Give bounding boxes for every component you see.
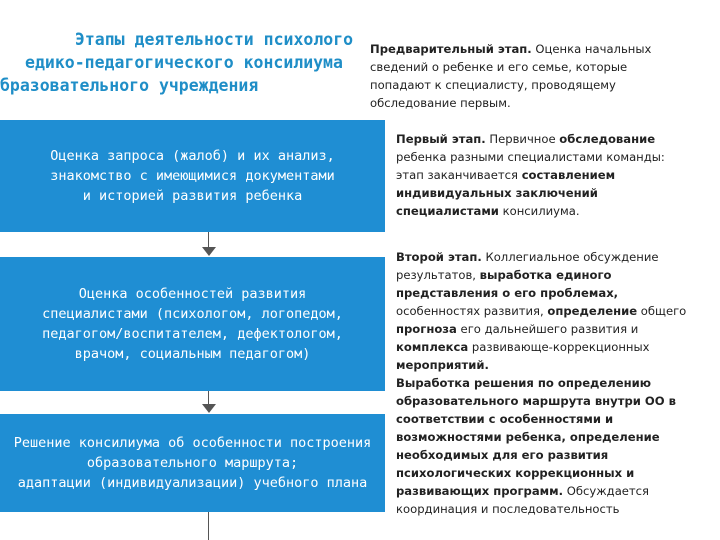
stage-text-bold: прогноза <box>396 322 457 336</box>
step-text: Оценка особенностей развития <box>78 286 307 302</box>
title-line: бразовательного учреждения <box>0 76 259 95</box>
flow-step-request-assessment <box>0 120 385 232</box>
stage-text-bold: комплекса <box>396 340 469 354</box>
stage-text: развивающе-коррекционных <box>468 340 650 354</box>
stage-preliminary <box>370 40 720 112</box>
flow-step-development-assessment <box>0 257 385 391</box>
stage-text-bold: образовательного маршрута внутри ОО в <box>396 394 676 408</box>
stage-text-bold: специалистами <box>396 204 499 218</box>
flow-step-council-decision <box>0 414 385 512</box>
step-text: врачом, социальным педагогом) <box>74 346 311 362</box>
stage-label: Первый этап. <box>396 132 486 146</box>
stage-text: ребенка разными специалистами команды: <box>396 150 665 164</box>
stage-label: Второй этап. <box>396 250 482 264</box>
stage-text-bold: необходимых для его развития <box>396 448 609 462</box>
stage-text-bold: соответствии с особенностями и <box>396 412 614 426</box>
step-text: и историей развития ребенка <box>82 188 303 204</box>
stage-text-bold: развивающих программ. <box>396 484 564 498</box>
stage-text-bold: мероприятий. <box>396 358 489 372</box>
connector-line <box>208 391 209 405</box>
stage-second <box>396 248 720 518</box>
stage-text-bold: определение <box>547 304 638 318</box>
stage-text: особенностях развития, <box>396 304 548 318</box>
diagram-title <box>0 28 374 97</box>
stage-text-bold: составлением <box>521 168 616 182</box>
stage-text: этап заканчивается <box>396 168 522 182</box>
stage-text-bold: Выработка решения по определению <box>396 376 652 390</box>
stage-text: сведений о ребенке и его семье, которые <box>370 60 628 74</box>
stage-text-bold: обследование <box>559 132 656 146</box>
step-text: знакомство с имеющимися документами <box>50 168 335 184</box>
stage-text: Обсуждается <box>563 484 650 498</box>
step-text: Решение консилиума об особенности построения <box>13 435 372 451</box>
stage-text: консилиума. <box>498 204 580 218</box>
stage-text-bold: представления о его проблемах, <box>396 286 619 300</box>
title-line: едико-педагогического консилиума <box>25 53 343 72</box>
stage-text: координация и последовательность <box>396 502 620 516</box>
title-line: Этапы деятельности психолого <box>74 30 354 49</box>
stage-text-bold: возможностями ребенка, определение <box>396 430 660 444</box>
step-text: адаптации (индивидуализации) учебного плана <box>17 475 368 491</box>
connector-line <box>208 512 209 540</box>
stage-text-bold: психологических коррекционных и <box>396 466 635 480</box>
stage-label: Предварительный этап. <box>370 42 532 56</box>
step-text: Оценка запроса (жалоб) и их анализ, <box>50 148 335 164</box>
stage-text: Первичное <box>485 132 560 146</box>
step-text: образовательного маршрута; <box>86 455 299 471</box>
stage-text: Оценка начальных <box>531 42 652 56</box>
stage-text: его дальнейшего развития и <box>456 322 639 336</box>
stage-text: обследование первым. <box>370 96 511 110</box>
stage-text-bold: индивидуальных заключений <box>396 186 598 200</box>
stage-text: результатов, <box>396 268 480 282</box>
connector-line <box>208 232 209 248</box>
stage-text: общего <box>637 304 687 318</box>
step-text: специалистами (психологом, логопедом, <box>42 306 343 322</box>
arrow-down-icon <box>202 404 216 413</box>
stage-text: Коллегиальное обсуждение <box>481 250 659 264</box>
arrow-down-icon <box>202 247 216 256</box>
stage-text: попадают к специалисту, проводящему <box>370 78 616 92</box>
stage-text-bold: выработка единого <box>479 268 612 282</box>
stage-first <box>396 130 720 220</box>
step-text: педагогом/воспитателем, дефектологом, <box>42 326 343 342</box>
